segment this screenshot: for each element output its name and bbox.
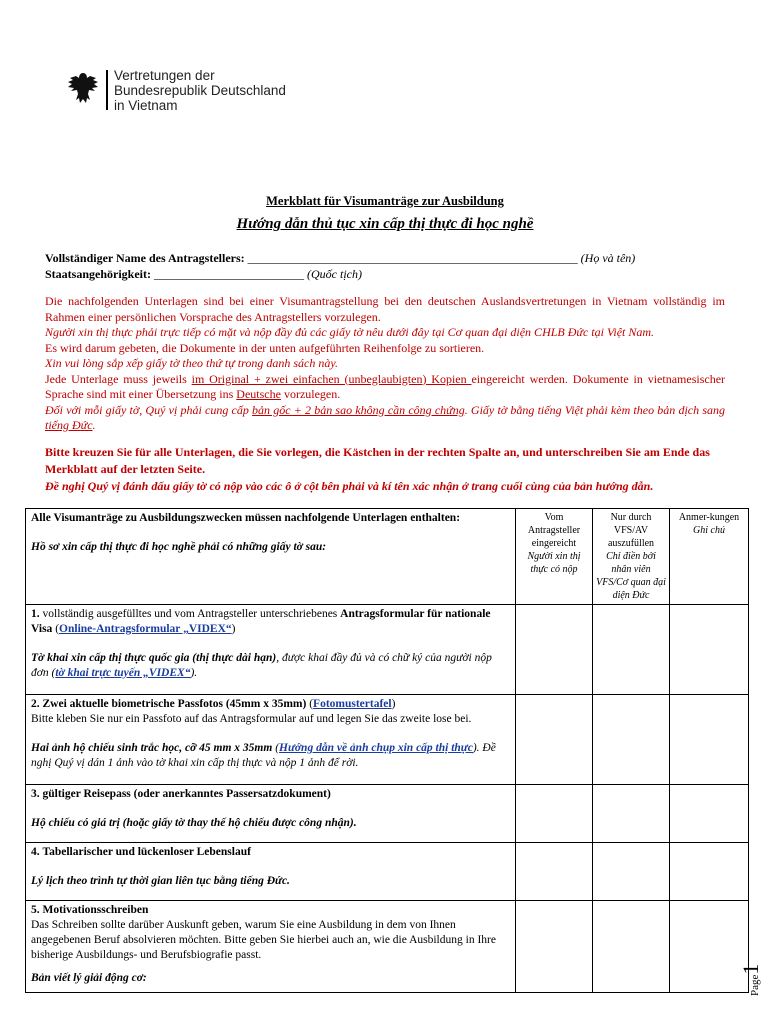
col-submitted-header — [516, 509, 593, 605]
row-5-number: 5. — [31, 904, 40, 916]
document-checklist-table — [25, 508, 749, 993]
row-4-description — [26, 843, 516, 901]
row-2-vfs-checkbox[interactable] — [593, 695, 670, 785]
logo-line-3: in Vietnam — [114, 98, 178, 113]
row-4-bold-vi: Lý lịch theo trình tự thời gian liên tục bằng tiếng Đức. — [31, 875, 290, 887]
row-2-paren-vi: ( — [272, 742, 280, 754]
row-5-bold-vi: Bản viết lý giải động cơ: — [31, 972, 147, 984]
row-2-paren-open: ( — [306, 698, 314, 710]
row-1-submitted-checkbox[interactable] — [516, 605, 593, 695]
row-2-remarks[interactable] — [670, 695, 749, 785]
logo-text — [114, 68, 286, 113]
title-vietnamese: Hướng dẫn thủ tục xin cấp thị thực đi học nghề — [236, 216, 534, 232]
row-1-text-de: vollständig ausgefülltes und vom Antragsteller unterschriebenes — [42, 608, 341, 620]
table-row — [26, 785, 749, 843]
col-remarks-vi: Ghi chú — [693, 525, 725, 536]
logo-line-2: Bundesrepublik Deutschland — [114, 83, 286, 98]
col-vfs-vi: Chỉ điền bởi nhân viên VFS/Cơ quan đại diện Đức — [596, 551, 666, 601]
notice-vi: Đề nghị Quý vị đánh dấu giấy tờ có nộp vào các ô ở cột bên phải và kí tên xác nhận ở trang cuối cùng của bản hướng dẫn. — [45, 479, 654, 493]
nationality-field-row — [45, 266, 635, 282]
logo-line-1: Vertretungen der — [114, 68, 215, 83]
table-header-row — [26, 509, 749, 605]
col-vfs-de: Nur durch VFS/AV auszufüllen — [607, 512, 655, 549]
row-2-text-vi: ). Đề nghị Quý vị dán 1 ảnh vào tờ khai xin cấp thị thực và nộp 1 ảnh để rời. — [31, 742, 496, 769]
intro-p6-text: Đối với mỗi giấy tờ, Quý vị phải cung cấp — [45, 402, 253, 417]
intro-p3: Es wird darum gebeten, die Dokumente in der unten aufgeführten Reihenfolge zu sortieren. — [45, 340, 485, 355]
intro-p5 — [45, 372, 725, 403]
row-2-paren-close: ) — [391, 698, 396, 710]
federal-eagle-icon — [66, 70, 100, 106]
row-3-remarks[interactable] — [670, 785, 749, 843]
row-1-vfs-checkbox[interactable] — [593, 605, 670, 695]
row-3-bold-de: gültiger Reisepass (oder anerkanntes Passersatzdokument) — [42, 788, 331, 800]
page-number — [738, 940, 768, 1000]
applicant-fields — [45, 250, 635, 282]
table-head-vi: Hồ sơ xin cấp thị thực đi học nghề phải có những giấy tờ sau: — [31, 541, 327, 553]
row-4-remarks[interactable] — [670, 843, 749, 901]
row-1-paren-open: ( — [52, 623, 60, 635]
row-2-submitted-checkbox[interactable] — [516, 695, 593, 785]
row-4-submitted-checkbox[interactable] — [516, 843, 593, 901]
row-1-remarks[interactable] — [670, 605, 749, 695]
row-3-submitted-checkbox[interactable] — [516, 785, 593, 843]
intro-p6 — [45, 403, 725, 434]
name-label-vi: (Họ và tên) — [580, 251, 636, 265]
intro-p1: Die nachfolgenden Unterlagen sind bei einer Visumantragstellung bei den deutschen Auslandsvertretungen in Vietnam vollständig im Rahmen einer persönlichen Vorsprache des Antragstellers vorzulegen. — [45, 294, 725, 324]
row-5-remarks[interactable] — [670, 901, 749, 993]
name-field-row — [45, 250, 635, 266]
row-4-number: 4. — [31, 846, 40, 858]
intro-text — [45, 294, 725, 434]
title-german: Merkblatt für Visumanträge zur Ausbildung — [266, 194, 504, 208]
intro-p6-text2: . Giấy tờ bằng tiếng Việt phải kèm theo bản dịch sang — [464, 402, 725, 417]
row-1-paren-close: ) — [231, 623, 236, 635]
row-2-bold-de: Zwei aktuelle biometrische Passfotos (45mm x 35mm) — [42, 698, 307, 710]
row-3-description — [26, 785, 516, 843]
row-3-number: 3. — [31, 788, 40, 800]
row-1-bold-de: Antragsformular für nationale Visa — [31, 608, 491, 635]
photo-sample-link[interactable]: Fotomustertafel — [313, 698, 392, 710]
videx-form-link[interactable]: Online-Antragsformular „VIDEX“ — [59, 623, 232, 635]
row-4-bold-de: Tabellarischer und lückenloser Lebenslauf — [42, 846, 251, 858]
logo-divider — [106, 70, 108, 110]
row-1-text-vi: , được khai đầy đủ và có chữ ký của người nộp đơn ( — [31, 652, 492, 679]
col-remarks-de: Anmer-kungen — [678, 512, 740, 523]
row-5-submitted-checkbox[interactable] — [516, 901, 593, 993]
name-label: Vollständiger Name des Antragstellers: — [45, 251, 245, 265]
intro-p5-text3: vorzulegen. — [280, 387, 341, 401]
intro-p6-underline2: tiếng Đức — [45, 418, 93, 432]
col-vfs-header — [593, 509, 670, 605]
row-2-bold-vi: Hai ảnh hộ chiếu sinh trắc học, cỡ 45 mm x 35mm — [31, 742, 273, 754]
name-input-line[interactable]: _______________________________________________________ — [247, 251, 578, 265]
intro-p6-underline: bản gốc + 2 bản sao không cần công chứng — [252, 402, 465, 417]
row-1-number: 1. — [31, 608, 40, 620]
nationality-label-vi: (Quốc tịch) — [307, 267, 362, 281]
page-digit: 1 — [738, 963, 763, 975]
col-submitted-vi: Người xin thị thực có nộp — [527, 551, 581, 575]
intro-p5-text2: eingereicht werden. Dokumente in vietnamesischer Sprache sind mit einer Übersetzung ins — [45, 371, 726, 401]
row-1-bold-vi: Tờ khai xin cấp thị thực quốc gia (thị thực dài hạn) — [31, 652, 277, 664]
checkbox-notice — [45, 444, 730, 495]
videx-form-link-vi[interactable]: tờ khai trực tuyến „VIDEX“ — [55, 667, 191, 679]
row-2-text-de: Bitte kleben Sie nur ein Passfoto auf das Antragsformular auf und legen Sie das zweite lose bei. — [31, 713, 472, 725]
intro-p5-underline: im Original + zwei einfachen (unbeglaubigten) Kopien — [191, 371, 472, 386]
row-5-vfs-checkbox[interactable] — [593, 901, 670, 993]
row-2-description — [26, 695, 516, 785]
nationality-input-line[interactable]: _________________________ — [154, 267, 304, 281]
intro-p5-text: Jede Unterlage muss jeweils — [45, 371, 192, 386]
notice-de: Bitte kreuzen Sie für alle Unterlagen, die Sie vorlegen, die Kästchen in der rechten Spalte an, und unterschreiben Sie am Ende das Merkblatt auf der letzten Seite. — [45, 445, 710, 476]
table-row — [26, 605, 749, 695]
intro-p4: Xin vui lòng sắp xếp giấy tờ theo thứ tự trong danh sách này. — [45, 356, 339, 370]
table-row — [26, 695, 749, 785]
page-word: Page — [749, 974, 761, 996]
row-3-bold-vi: Hộ chiếu có giá trị (hoặc giấy tờ thay thế hộ chiếu được công nhận). — [31, 817, 357, 829]
intro-p2: Người xin thị thực phải trực tiếp có mặt và nộp đầy đủ các giấy tờ nêu dưới đây tại Cơ quan đại diện CHLB Đức tại Việt Nam. — [45, 325, 655, 339]
intro-p6-text3: . — [92, 418, 96, 432]
intro-p5-underline2: Deutsche — [236, 387, 281, 401]
row-2-number: 2. — [31, 698, 40, 710]
row-1-description — [26, 605, 516, 695]
nationality-label: Staatsangehörigkeit: — [45, 267, 151, 281]
row-4-vfs-checkbox[interactable] — [593, 843, 670, 901]
table-header-cell — [26, 509, 516, 605]
col-submitted-de: Vom Antragsteller eingereicht — [527, 512, 581, 549]
table-row — [26, 843, 749, 901]
row-1-close-vi: ). — [190, 667, 198, 679]
table-row — [26, 901, 749, 993]
row-3-vfs-checkbox[interactable] — [593, 785, 670, 843]
row-5-bold-de: Motivationsschreiben — [42, 904, 149, 916]
embassy-logo — [66, 68, 306, 116]
page-number-rotated — [738, 964, 764, 996]
row-5-description — [26, 901, 516, 993]
col-remarks-header — [670, 509, 749, 605]
photo-guide-link-vi[interactable]: Hướng dẫn về ảnh chụp xin cấp thị thực — [279, 742, 473, 754]
row-5-text-de: Das Schreiben sollte darüber Auskunft geben, warum Sie eine Ausbildung in dem von Ihnen angegebenen Beruf absolvieren möchten. Bitte geben Sie hierbei auch an, wie die Ausbildung in Ihre bisherige Ausbildungs- und Berufsbiografie passt. — [31, 919, 496, 961]
table-head-de: Alle Visumanträge zu Ausbildungszwecken müssen nachfolgende Unterlagen enthalten: — [31, 512, 461, 524]
